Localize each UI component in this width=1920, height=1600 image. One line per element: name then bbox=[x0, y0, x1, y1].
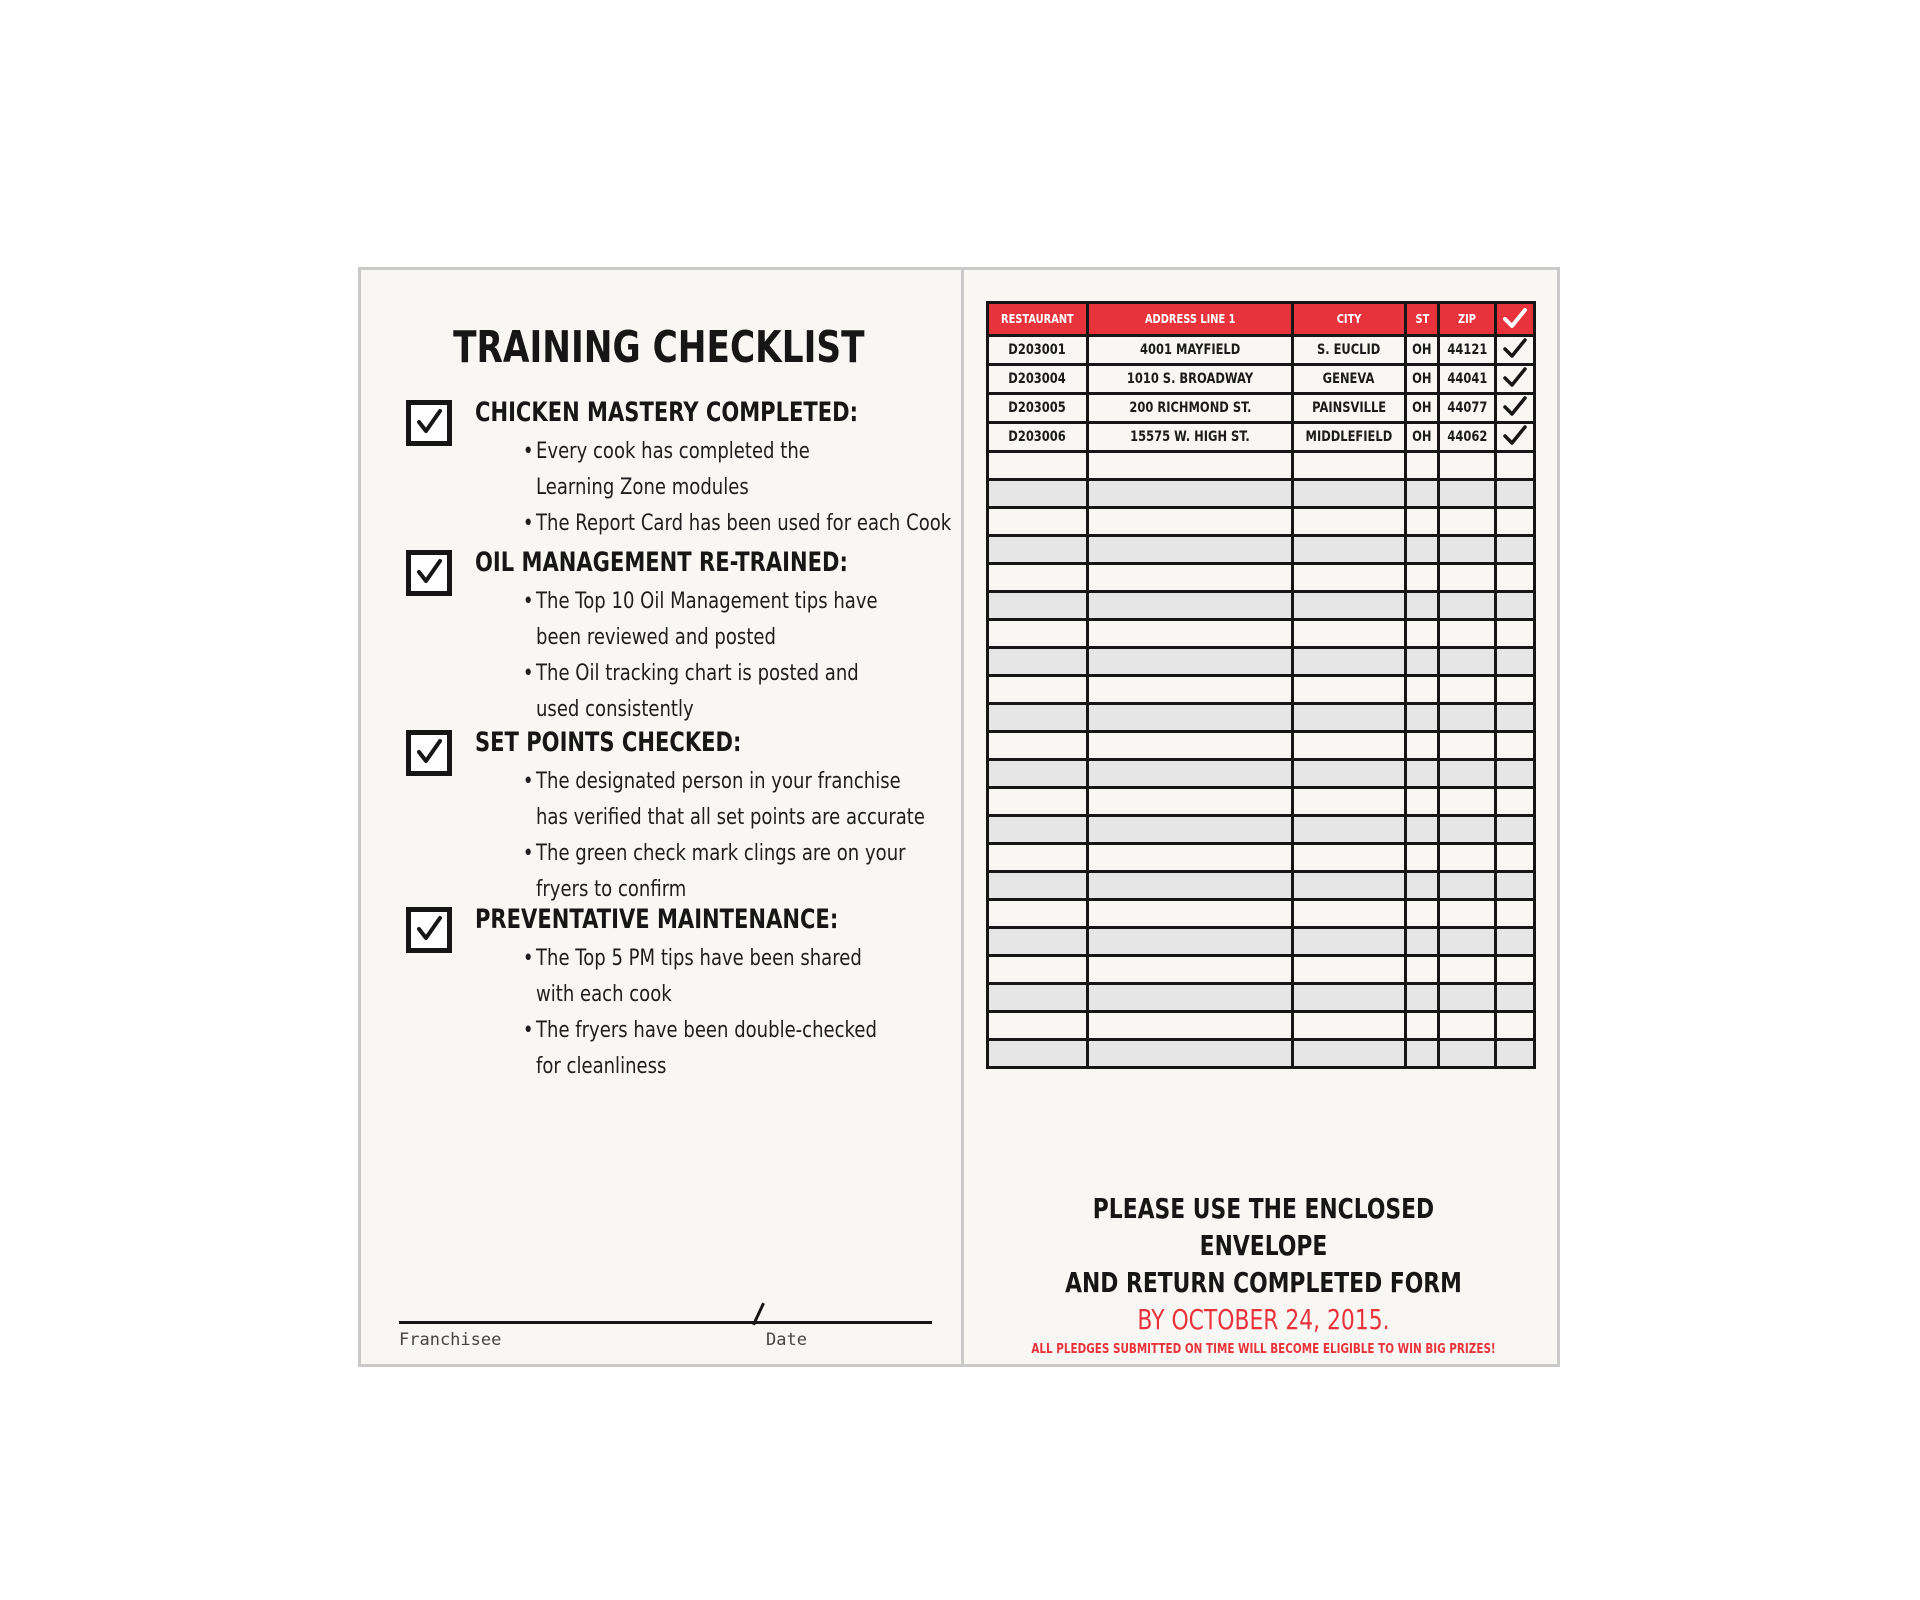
state-cell[interactable] bbox=[1406, 676, 1439, 704]
restaurant-cell[interactable] bbox=[988, 536, 1088, 564]
bullet-line bbox=[536, 1049, 877, 1085]
section-bullets bbox=[522, 434, 1042, 542]
bullet-text: has verified that all set points are accurate bbox=[536, 805, 925, 830]
address-cell[interactable] bbox=[1088, 648, 1293, 676]
state-cell[interactable] bbox=[1406, 592, 1439, 620]
bullet-text: The designated person in your franchise bbox=[536, 769, 901, 794]
state-cell: OH bbox=[1406, 394, 1439, 423]
restaurant-cell[interactable] bbox=[988, 732, 1088, 760]
zip-cell: 44062 bbox=[1439, 423, 1496, 452]
bullet-line bbox=[522, 836, 925, 872]
table-row bbox=[988, 620, 1535, 648]
bullet-text: for cleanliness bbox=[536, 1054, 667, 1079]
bullet-line bbox=[522, 434, 951, 470]
state-cell: OH bbox=[1406, 365, 1439, 394]
restaurant-cell[interactable] bbox=[988, 704, 1088, 732]
state-cell[interactable] bbox=[1406, 452, 1439, 480]
bullet-line bbox=[536, 800, 925, 836]
address-cell: 15575 W. HIGH ST. bbox=[1088, 423, 1293, 452]
city-cell: MIDDLEFIELD bbox=[1293, 423, 1406, 452]
state-cell[interactable] bbox=[1406, 1040, 1439, 1068]
address-cell[interactable] bbox=[1088, 760, 1293, 788]
table-row bbox=[988, 676, 1535, 704]
restaurant-cell[interactable] bbox=[988, 816, 1088, 844]
check-cell[interactable] bbox=[1496, 564, 1535, 592]
restaurant-cell[interactable] bbox=[988, 1012, 1088, 1040]
deadline-text: BY OCTOBER 24, 2015. bbox=[1137, 1303, 1390, 1336]
table-row bbox=[988, 480, 1535, 508]
state-cell[interactable] bbox=[1406, 620, 1439, 648]
address-cell[interactable] bbox=[1088, 620, 1293, 648]
check-cell[interactable] bbox=[1496, 984, 1535, 1012]
check-cell[interactable] bbox=[1496, 788, 1535, 816]
check-cell[interactable] bbox=[1496, 956, 1535, 984]
city-cell[interactable] bbox=[1293, 956, 1406, 984]
bullet-text: Learning Zone modules bbox=[536, 475, 749, 500]
address-cell[interactable] bbox=[1088, 816, 1293, 844]
state-cell[interactable] bbox=[1406, 816, 1439, 844]
table-row bbox=[988, 732, 1535, 760]
city-cell[interactable] bbox=[1293, 620, 1406, 648]
check-cell[interactable] bbox=[1496, 648, 1535, 676]
restaurant-cell[interactable] bbox=[988, 648, 1088, 676]
bullet-dot-icon: • bbox=[522, 946, 534, 971]
city-cell[interactable] bbox=[1293, 564, 1406, 592]
table-row bbox=[988, 365, 1535, 394]
address-cell[interactable] bbox=[1088, 1040, 1293, 1068]
state-cell[interactable] bbox=[1406, 760, 1439, 788]
col-address-header: ADDRESS LINE 1 bbox=[1088, 303, 1293, 336]
bullet-dot-icon: • bbox=[522, 769, 534, 794]
bullet-line bbox=[536, 470, 951, 506]
bullet-text: The Top 5 PM tips have been shared bbox=[536, 946, 862, 971]
address-cell[interactable] bbox=[1088, 592, 1293, 620]
section-heading: CHICKEN MASTERY COMPLETED: bbox=[475, 397, 859, 428]
table-row bbox=[988, 956, 1535, 984]
bullet-text: The green check mark clings are on your bbox=[536, 841, 906, 866]
check-cell[interactable] bbox=[1496, 336, 1535, 365]
zip-cell[interactable] bbox=[1439, 788, 1496, 816]
check-cell[interactable] bbox=[1496, 620, 1535, 648]
check-cell[interactable] bbox=[1496, 760, 1535, 788]
section-heading: SET POINTS CHECKED: bbox=[475, 727, 742, 758]
zip-cell[interactable] bbox=[1439, 872, 1496, 900]
city-cell[interactable] bbox=[1293, 872, 1406, 900]
instruction-line-2: AND RETURN COMPLETED FORM bbox=[1065, 1266, 1462, 1299]
table-header-row bbox=[988, 303, 1535, 336]
address-cell[interactable] bbox=[1088, 536, 1293, 564]
restaurant-cell: D203005 bbox=[988, 394, 1088, 423]
zip-cell[interactable] bbox=[1439, 536, 1496, 564]
address-cell[interactable] bbox=[1088, 676, 1293, 704]
bullet-dot-icon: • bbox=[522, 511, 534, 536]
zip-cell[interactable] bbox=[1439, 648, 1496, 676]
city-cell[interactable] bbox=[1293, 900, 1406, 928]
address-cell: 1010 S. BROADWAY bbox=[1088, 365, 1293, 394]
state-cell: OH bbox=[1406, 336, 1439, 365]
state-cell[interactable] bbox=[1406, 704, 1439, 732]
zip-cell: 44041 bbox=[1439, 365, 1496, 394]
table-row bbox=[988, 816, 1535, 844]
city-cell[interactable] bbox=[1293, 676, 1406, 704]
check-cell[interactable] bbox=[1496, 872, 1535, 900]
city-cell: S. EUCLID bbox=[1293, 336, 1406, 365]
check-cell[interactable] bbox=[1496, 592, 1535, 620]
state-cell[interactable] bbox=[1406, 872, 1439, 900]
check-cell[interactable] bbox=[1496, 676, 1535, 704]
checkmark-icon bbox=[1502, 434, 1528, 450]
city-cell[interactable] bbox=[1293, 480, 1406, 508]
section-heading: PREVENTATIVE MAINTENANCE: bbox=[475, 904, 839, 935]
check-cell[interactable] bbox=[1496, 1012, 1535, 1040]
date-label: Date bbox=[766, 1330, 807, 1350]
restaurant-cell[interactable] bbox=[988, 928, 1088, 956]
zip-cell[interactable] bbox=[1439, 1040, 1496, 1068]
checked-box-icon[interactable] bbox=[406, 730, 452, 776]
bullet-dot-icon: • bbox=[522, 841, 534, 866]
address-cell[interactable] bbox=[1088, 984, 1293, 1012]
state-cell: OH bbox=[1406, 423, 1439, 452]
address-cell[interactable] bbox=[1088, 844, 1293, 872]
check-cell[interactable] bbox=[1496, 816, 1535, 844]
zip-cell[interactable] bbox=[1439, 508, 1496, 536]
restaurant-cell[interactable] bbox=[988, 676, 1088, 704]
bullet-text: The Top 10 Oil Management tips have bbox=[536, 589, 878, 614]
zip-cell[interactable] bbox=[1439, 1012, 1496, 1040]
check-cell[interactable] bbox=[1496, 928, 1535, 956]
table-row bbox=[988, 536, 1535, 564]
zip-cell: 44077 bbox=[1439, 394, 1496, 423]
zip-cell[interactable] bbox=[1439, 676, 1496, 704]
address-cell[interactable] bbox=[1088, 928, 1293, 956]
bullet-text: fryers to confirm bbox=[536, 877, 687, 902]
bullet-line bbox=[522, 1013, 877, 1049]
address-cell[interactable] bbox=[1088, 732, 1293, 760]
state-cell[interactable] bbox=[1406, 536, 1439, 564]
state-cell[interactable] bbox=[1406, 564, 1439, 592]
col-state-header: ST bbox=[1406, 303, 1439, 336]
bullet-line bbox=[536, 977, 877, 1013]
bullet-line bbox=[522, 584, 878, 620]
check-cell[interactable] bbox=[1496, 1040, 1535, 1068]
zip-cell[interactable] bbox=[1439, 480, 1496, 508]
table-row bbox=[988, 452, 1535, 480]
table-row bbox=[988, 648, 1535, 676]
check-cell[interactable] bbox=[1496, 365, 1535, 394]
state-cell[interactable] bbox=[1406, 1012, 1439, 1040]
table-row bbox=[988, 592, 1535, 620]
bullet-line bbox=[522, 941, 877, 977]
state-cell[interactable] bbox=[1406, 956, 1439, 984]
address-cell[interactable] bbox=[1088, 900, 1293, 928]
bullet-text: Every cook has completed the bbox=[536, 439, 810, 464]
page-title: TRAINING CHECKLIST bbox=[453, 322, 865, 373]
checked-box-icon[interactable] bbox=[406, 907, 452, 953]
zip-cell[interactable] bbox=[1439, 732, 1496, 760]
bullet-dot-icon: • bbox=[522, 1018, 534, 1043]
bullet-dot-icon: • bbox=[522, 661, 534, 686]
state-cell[interactable] bbox=[1406, 984, 1439, 1012]
zip-cell[interactable] bbox=[1439, 956, 1496, 984]
col-restaurant-header: RESTAURANT bbox=[988, 303, 1088, 336]
city-cell[interactable] bbox=[1293, 1040, 1406, 1068]
bullet-text: with each cook bbox=[536, 982, 672, 1007]
restaurant-cell[interactable] bbox=[988, 564, 1088, 592]
restaurant-cell[interactable] bbox=[988, 844, 1088, 872]
city-cell[interactable] bbox=[1293, 1012, 1406, 1040]
address-cell: 4001 MAYFIELD bbox=[1088, 336, 1293, 365]
table-row bbox=[988, 984, 1535, 1012]
restaurant-cell[interactable] bbox=[988, 480, 1088, 508]
check-cell[interactable] bbox=[1496, 394, 1535, 423]
prize-note: ALL PLEDGES SUBMITTED ON TIME WILL BECOME ELIGIBLE TO WIN BIG PRIZES! bbox=[1031, 1342, 1496, 1357]
section-bullets bbox=[522, 941, 952, 1085]
bullet-line bbox=[522, 656, 878, 692]
checkmark-icon bbox=[1502, 347, 1528, 363]
city-cell[interactable] bbox=[1293, 536, 1406, 564]
zip-cell[interactable] bbox=[1439, 844, 1496, 872]
check-cell[interactable] bbox=[1496, 900, 1535, 928]
address-cell[interactable] bbox=[1088, 872, 1293, 900]
state-cell[interactable] bbox=[1406, 900, 1439, 928]
address-cell[interactable] bbox=[1088, 1012, 1293, 1040]
table-row bbox=[988, 508, 1535, 536]
state-cell[interactable] bbox=[1406, 844, 1439, 872]
city-cell[interactable] bbox=[1293, 928, 1406, 956]
address-cell[interactable] bbox=[1088, 564, 1293, 592]
bullet-dot-icon: • bbox=[522, 439, 534, 464]
zip-cell[interactable] bbox=[1439, 564, 1496, 592]
col-check-header bbox=[1496, 303, 1535, 336]
bullet-text: used consistently bbox=[536, 697, 694, 722]
address-cell[interactable] bbox=[1088, 508, 1293, 536]
zip-cell[interactable] bbox=[1439, 928, 1496, 956]
city-cell[interactable] bbox=[1293, 984, 1406, 1012]
check-cell[interactable] bbox=[1496, 480, 1535, 508]
city-cell: GENEVA bbox=[1293, 365, 1406, 394]
bullet-line bbox=[536, 872, 925, 908]
address-cell[interactable] bbox=[1088, 956, 1293, 984]
zip-cell[interactable] bbox=[1439, 900, 1496, 928]
restaurant-cell: D203004 bbox=[988, 365, 1088, 394]
checked-box-icon[interactable] bbox=[406, 550, 452, 596]
city-cell[interactable] bbox=[1293, 732, 1406, 760]
city-cell[interactable] bbox=[1293, 452, 1406, 480]
address-cell: 200 RICHMOND ST. bbox=[1088, 394, 1293, 423]
check-cell[interactable] bbox=[1496, 732, 1535, 760]
bullet-text: The Oil tracking chart is posted and bbox=[536, 661, 859, 686]
zip-cell[interactable] bbox=[1439, 620, 1496, 648]
restaurant-cell[interactable] bbox=[988, 984, 1088, 1012]
city-cell: PAINSVILLE bbox=[1293, 394, 1406, 423]
restaurant-cell[interactable] bbox=[988, 788, 1088, 816]
state-cell[interactable] bbox=[1406, 732, 1439, 760]
table-row bbox=[988, 928, 1535, 956]
signature-line[interactable] bbox=[399, 1321, 932, 1324]
state-cell[interactable] bbox=[1406, 928, 1439, 956]
restaurant-cell[interactable] bbox=[988, 452, 1088, 480]
zip-cell: 44121 bbox=[1439, 336, 1496, 365]
table-row bbox=[988, 844, 1535, 872]
bullet-line bbox=[536, 692, 878, 728]
restaurant-cell[interactable] bbox=[988, 900, 1088, 928]
zip-cell[interactable] bbox=[1439, 452, 1496, 480]
checked-box-icon[interactable] bbox=[406, 400, 452, 446]
restaurant-cell[interactable] bbox=[988, 760, 1088, 788]
col-zip-header: ZIP bbox=[1439, 303, 1496, 336]
check-cell[interactable] bbox=[1496, 508, 1535, 536]
city-cell[interactable] bbox=[1293, 760, 1406, 788]
check-cell[interactable] bbox=[1496, 423, 1535, 452]
instruction-line-1: PLEASE USE THE ENCLOSED ENVELOPE bbox=[1092, 1192, 1435, 1262]
bullet-dot-icon: • bbox=[522, 589, 534, 614]
restaurant-cell[interactable] bbox=[988, 1040, 1088, 1068]
bullet-line bbox=[536, 620, 878, 656]
city-cell[interactable] bbox=[1293, 788, 1406, 816]
restaurant-cell[interactable] bbox=[988, 620, 1088, 648]
restaurant-cell[interactable] bbox=[988, 508, 1088, 536]
state-cell[interactable] bbox=[1406, 508, 1439, 536]
restaurant-cell: D203006 bbox=[988, 423, 1088, 452]
checkmark-icon bbox=[1502, 405, 1528, 421]
city-cell[interactable] bbox=[1293, 592, 1406, 620]
check-cell[interactable] bbox=[1496, 704, 1535, 732]
restaurant-table bbox=[986, 301, 1536, 1069]
state-cell[interactable] bbox=[1406, 480, 1439, 508]
state-cell[interactable] bbox=[1406, 648, 1439, 676]
table-row bbox=[988, 564, 1535, 592]
table-row bbox=[988, 336, 1535, 365]
restaurant-cell: D203001 bbox=[988, 336, 1088, 365]
table-row bbox=[988, 872, 1535, 900]
bullet-text: The Report Card has been used for each Cook bbox=[536, 511, 952, 536]
bullet-line bbox=[522, 506, 952, 542]
table-row bbox=[988, 394, 1535, 423]
checklist-form bbox=[358, 267, 1560, 1367]
checkmark-icon bbox=[1502, 318, 1528, 332]
check-cell[interactable] bbox=[1496, 844, 1535, 872]
section-heading: OIL MANAGEMENT RE-TRAINED: bbox=[475, 547, 848, 578]
city-cell[interactable] bbox=[1293, 648, 1406, 676]
address-cell[interactable] bbox=[1088, 480, 1293, 508]
return-instructions bbox=[964, 1190, 1563, 1357]
col-city-header: CITY bbox=[1293, 303, 1406, 336]
zip-cell[interactable] bbox=[1439, 984, 1496, 1012]
zip-cell[interactable] bbox=[1439, 704, 1496, 732]
table-row bbox=[988, 704, 1535, 732]
table-row bbox=[988, 760, 1535, 788]
city-cell[interactable] bbox=[1293, 816, 1406, 844]
city-cell[interactable] bbox=[1293, 704, 1406, 732]
bullet-text: been reviewed and posted bbox=[536, 625, 776, 650]
checkmark-icon bbox=[1502, 376, 1528, 392]
franchisee-label: Franchisee bbox=[399, 1330, 502, 1350]
check-cell[interactable] bbox=[1496, 452, 1535, 480]
table-row bbox=[988, 1012, 1535, 1040]
section-bullets bbox=[522, 584, 953, 728]
table-row bbox=[988, 1040, 1535, 1068]
bullet-text: The fryers have been double-checked bbox=[536, 1018, 877, 1043]
address-cell[interactable] bbox=[1088, 788, 1293, 816]
zip-cell[interactable] bbox=[1439, 760, 1496, 788]
address-cell[interactable] bbox=[1088, 704, 1293, 732]
restaurant-cell[interactable] bbox=[988, 872, 1088, 900]
table-row bbox=[988, 900, 1535, 928]
restaurant-cell[interactable] bbox=[988, 592, 1088, 620]
address-cell[interactable] bbox=[1088, 452, 1293, 480]
zip-cell[interactable] bbox=[1439, 592, 1496, 620]
table-row bbox=[988, 423, 1535, 452]
check-cell[interactable] bbox=[1496, 536, 1535, 564]
city-cell[interactable] bbox=[1293, 844, 1406, 872]
restaurant-cell[interactable] bbox=[988, 956, 1088, 984]
table-row bbox=[988, 788, 1535, 816]
zip-cell[interactable] bbox=[1439, 816, 1496, 844]
state-cell[interactable] bbox=[1406, 788, 1439, 816]
city-cell[interactable] bbox=[1293, 508, 1406, 536]
section-bullets bbox=[522, 764, 1010, 908]
bullet-line bbox=[522, 764, 925, 800]
